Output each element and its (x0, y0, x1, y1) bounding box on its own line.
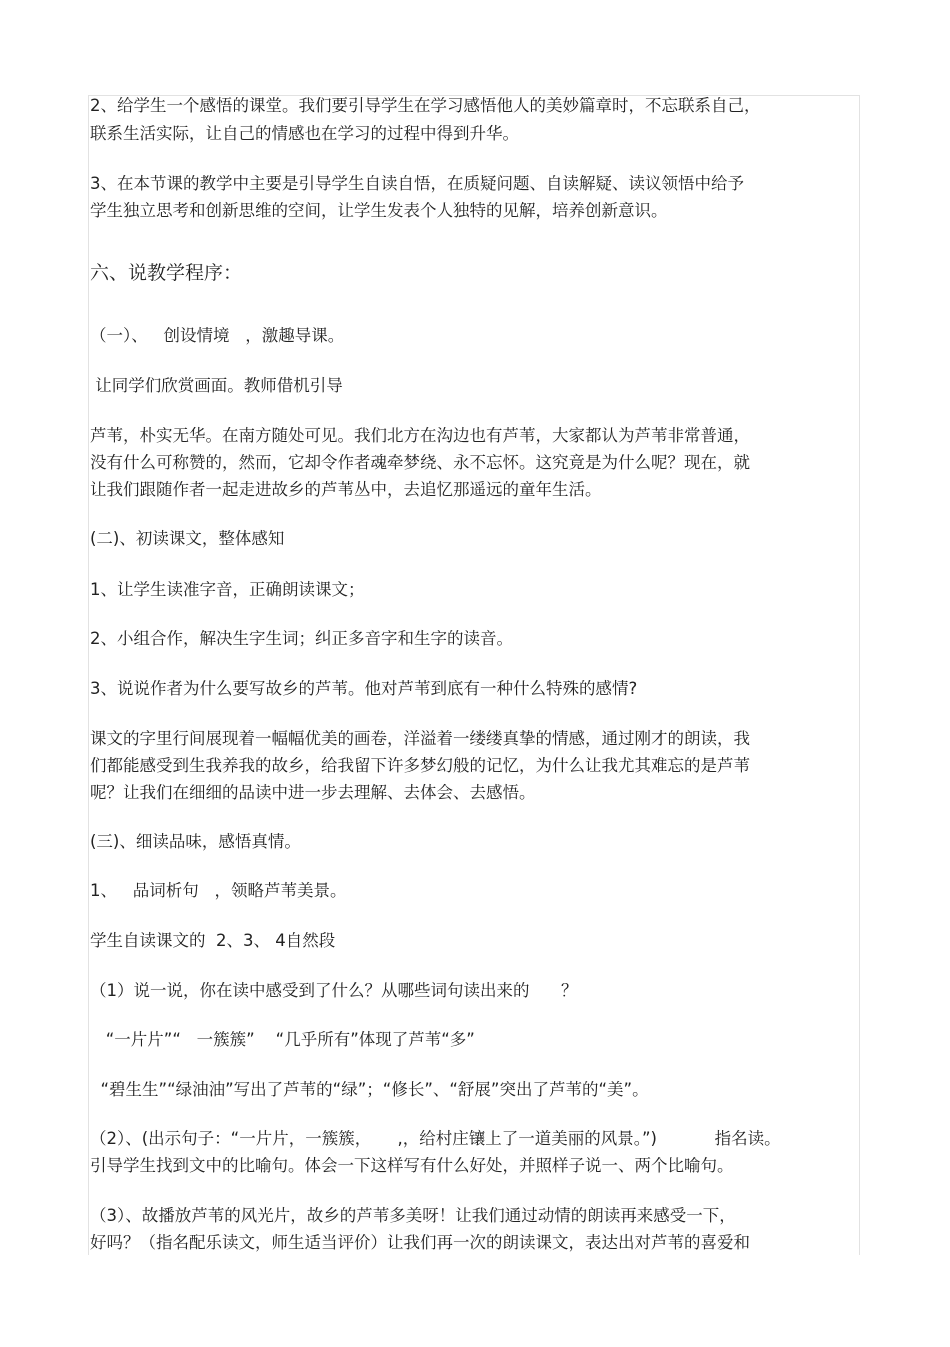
question-1: （1）说一说，你在读中感受到了什么？从哪些词句读出来的 ？ (90, 981, 578, 1000)
guide-text: 让同学们欣赏画面。教师借机引导 (90, 376, 343, 395)
intro-paragraph-line-2: 没有什么可称赞的，然而，它却令作者魂牵梦绕、永不忘怀。这究竟是为什么呢？现在，就 (90, 453, 750, 472)
paragraph-3-line-2: 学生独立思考和创新思维的空间，让学生发表个人独特的见解，培养创新意识。 (90, 201, 668, 220)
quote-many: “一片片”“ 一簇簇” “几乎所有”体现了芦苇“多” (90, 1030, 475, 1049)
text-paragraph-line-2: 们都能感受到生我养我的故乡，给我留下许多梦幻般的记忆，为什么让我尤其难忘的是芦苇 (90, 756, 750, 775)
paragraph-3-line-1: 3、在本节课的教学中主要是引导学生自读自悟，在质疑问题、自读解疑、读议领悟中给予 (90, 174, 744, 193)
question-2-line-2: 引导学生找到文中的比喻句。体会一下这样写有什么好处，并照样子说一、两个比喻句。 (90, 1156, 734, 1175)
subheading-create-situation: （一）、 创设情境 ，激趣导课。 (90, 326, 345, 345)
step-1: 1、让学生读准字音，正确朗读课文； (90, 580, 365, 599)
step-analyze-words: 1、 品词析句 ，领略芦苇美景。 (90, 881, 347, 900)
question-3-line-1: （3）、故播放芦苇的风光片，故乡的芦苇多美呀！让我们通过动情的朗读再来感受一下， (90, 1206, 736, 1225)
paragraph-2-line-2: 联系生活实际，让自己的情感也在学习的过程中得到升华。 (90, 124, 519, 143)
paragraph-2-line-1: 2、给学生一个感悟的课堂。我们要引导学生在学习感悟他人的美妙篇章时，不忘联系自己， (90, 96, 761, 115)
intro-paragraph-line-1: 芦苇，朴实无华。在南方随处可见。我们北方在沟边也有芦苇，大家都认为芦苇非常普通， (90, 426, 750, 445)
question-3-line-2: 好吗？（指名配乐读文，师生适当评价）让我们再一次的朗读课文，表达出对芦苇的喜爱和 (90, 1233, 750, 1252)
step-2: 2、小组合作，解决生字生词；纠正多音字和生字的读音。 (90, 629, 513, 648)
quote-green-beautiful: “碧生生”“绿油油”写出了芦苇的“绿”；“修长”、“舒展”突出了芦苇的“美”。 (90, 1080, 649, 1099)
subheading-close-reading: (三)、细读品味，感悟真情。 (90, 832, 301, 851)
text-paragraph-line-3: 呢？让我们在细细的品读中进一步去理解、去体会、去感悟。 (90, 783, 536, 802)
step-3: 3、说说作者为什么要写故乡的芦苇。他对芦苇到底有一种什么特殊的感情? (90, 679, 638, 698)
text-paragraph-line-1: 课文的字里行间展现着一幅幅优美的画卷，洋溢着一缕缕真挚的情感，通过刚才的朗读，我 (90, 729, 750, 748)
section-heading-teaching-procedure: 六、说教学程序： (90, 262, 243, 284)
subheading-first-reading: (二)、初读课文，整体感知 (90, 529, 285, 548)
question-2-line-1: （2）、(出示句子：“一片片，一簇簇， ,，给村庄镶上了一道美丽的风景。”) 指名读。 (90, 1129, 781, 1148)
self-reading-paragraphs: 学生自读课文的 2、3、 4自然段 (90, 931, 336, 950)
intro-paragraph-line-3: 让我们跟随作者一起走进故乡的芦苇丛中，去追忆那遥远的童年生活。 (90, 480, 602, 499)
